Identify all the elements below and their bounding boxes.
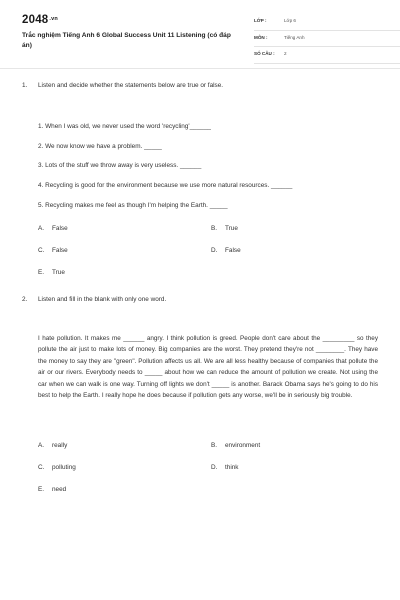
- meta-key: SỐ CÂU :: [254, 51, 275, 56]
- meta-row-class: [254, 14, 400, 31]
- option-e[interactable]: E. need: [38, 486, 67, 493]
- listening-passage: I hate pollution. It makes me ______ angry. I think pollution is greed. People don't care about the _________ so they pollute the air just to make lots of money. Big companies are the worst. They pretend they're not ________. They have the money to say they are "green". Pollution affects us all. We are all less healthy because of companies that pollute the air or our rivers. Everybody needs to _____ about how we can reduce the amount of pollution we create. Not using the car when we can walk is one way. Turning off lights we don't _____ is another. Barack Obama says he's going to do his best to help the Earth. I really hope he does because if pollution gets any worse, we'll be in seriously big trouble.: [38, 335, 378, 400]
- option-b[interactable]: B. True: [211, 225, 238, 232]
- meta-table: [254, 14, 400, 64]
- option-c[interactable]: C. False: [38, 247, 68, 254]
- question-number: 1.: [22, 82, 28, 89]
- option-d[interactable]: D. False: [211, 247, 241, 254]
- statement: 1. When I was old, we never used the word 'recycling'______: [38, 123, 211, 130]
- meta-value: Tiếng Anh: [284, 34, 305, 40]
- question-prompt: Listen and decide whether the statements below are true or false.: [38, 82, 224, 89]
- meta-key: LỚP :: [254, 18, 267, 23]
- question-number: 2.: [22, 296, 28, 303]
- meta-value: Lớp 6: [284, 18, 296, 23]
- statement: 3. Lots of the stuff we throw away is very useless. ______: [38, 162, 202, 169]
- option-b[interactable]: B. environment: [211, 442, 261, 449]
- meta-row-question-count: [254, 47, 400, 64]
- site-logo[interactable]: $2048^{.vn}$: [22, 14, 58, 26]
- option-a[interactable]: A. False: [38, 225, 68, 232]
- document-title: Trắc nghiệm Tiếng Anh 6 Global Success Unit 11 Listening (có đáp án): [22, 32, 231, 49]
- question-prompt: Listen and fill in the blank with only one word.: [38, 296, 167, 303]
- meta-key: MÔN :: [254, 34, 268, 40]
- statement: 2. We now know we have a problem. _____: [38, 143, 162, 150]
- option-e[interactable]: E. True: [38, 269, 65, 276]
- option-a[interactable]: A. really: [38, 442, 68, 449]
- header-divider: [0, 68, 400, 69]
- document-header: [22, 12, 378, 66]
- statement: 4. Recycling is good for the environment because we use more natural resources. ______: [38, 182, 293, 189]
- meta-value: 2: [284, 51, 287, 56]
- statement: 5. Recycling makes me feel as though I'm helping the Earth. _____: [38, 202, 228, 209]
- option-c[interactable]: C. polluting: [38, 464, 76, 471]
- option-d[interactable]: D. think: [211, 464, 239, 471]
- meta-row-subject: [254, 31, 400, 48]
